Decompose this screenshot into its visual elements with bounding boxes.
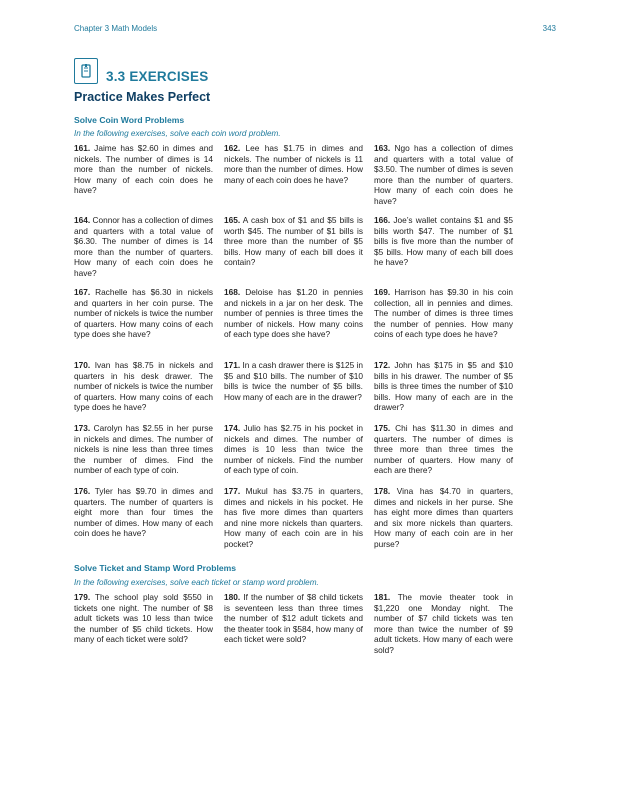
section-title: 3.3 EXERCISES [106, 69, 209, 84]
exercise-176: 176. Tyler has $9.70 in dimes and quarters. The number of quarters is eight more than four times the number of dimes. How many of each coin does he have? [74, 486, 213, 539]
pencil-notebook-icon [74, 58, 98, 84]
exercise-161: 161. Jaime has $2.60 in dimes and nickels. The number of dimes is 14 more than the number of nickels. How many of each coin does he have? [74, 143, 213, 196]
exercise-170: 170. Ivan has $8.75 in nickels and quarters in his desk drawer. The number of nickels is twice the number of quarters. How many coins of each type does he have? [74, 360, 213, 413]
coin-exercise-grid [74, 143, 513, 550]
exercise-175: 175. Chi has $11.30 in dimes and quarters. The number of dimes is three more than three times the number of quarters. How many of each are there? [374, 423, 513, 476]
exercise-169: 169. Harrison has $9.30 in his coin collection, all in pennies and dimes. The number of dimes is three times the number of pennies. How many coins of each type does he have? [374, 287, 513, 340]
ticket-exercise-grid [74, 592, 513, 656]
exercise-180: 180. If the number of $8 child tickets is seventeen less than three times the number of $12 adult tickets and the theater took in $584, how many of each ticket were sold? [224, 592, 363, 645]
exercise-178: 178. Vina has $4.70 in quarters, dimes and nickels in her purse. She has eight more dimes than quarters and six more nickels than quarters. How many of each coin are in her purse? [374, 486, 513, 549]
exercise-177: 177. Mukul has $3.75 in quarters, dimes and nickels in his pocket. He has five more dimes than quarters and nine more nickels than quarters. How many of each coin are in his pocket? [224, 486, 363, 549]
chapter-title: Chapter 3 Math Models [74, 24, 158, 33]
coin-heading: Solve Coin Word Problems [74, 115, 185, 125]
ticket-instructions: In the following exercises, solve each ticket or stamp word problem. [74, 578, 319, 587]
exercise-164: 164. Connor has a collection of dimes and quarters with a total value of $6.30. The number of dimes is 14 more than the number of quarters. How many of each coin does he have? [74, 215, 213, 278]
exercise-173: 173. Carolyn has $2.55 in her purse in nickels and dimes. The number of nickels is nine less than three times the number of dimes. Find the number of each type of coin. [74, 423, 213, 476]
exercise-174: 174. Julio has $2.75 in his pocket in nickels and dimes. The number of dimes is 10 less than twice the number of nickels. Find the number of each type of coin. [224, 423, 363, 476]
page-number: 343 [542, 24, 556, 33]
ticket-heading: Solve Ticket and Stamp Word Problems [74, 563, 237, 573]
exercise-181: 181. The movie theater took in $1,220 one Monday night. The number of $7 child tickets was ten more than twice the number of $9 adult tickets. How many of each were sold? [374, 592, 513, 655]
exercise-179: 179. The school play sold $550 in tickets one night. The number of $8 adult tickets was 10 less than twice the number of $5 child tickets. How many of each ticket were sold? [74, 592, 213, 645]
subtitle: Practice Makes Perfect [74, 90, 211, 104]
section-header [74, 58, 208, 84]
exercise-172: 172. John has $175 in $5 and $10 bills in his drawer. The number of $5 bills is three times the number of $10 bills. How many of each are in the drawer? [374, 360, 513, 413]
running-head [74, 24, 556, 33]
exercise-162: 162. Lee has $1.75 in dimes and nickels. The number of nickels is 11 more than the number of dimes. How many of each coin does he have? [224, 143, 363, 185]
exercise-163: 163. Ngo has a collection of dimes and quarters with a total value of $3.50. The number of dimes is seven more than the number of quarters. How many of each coin does he have? [374, 143, 513, 206]
coin-instructions: In the following exercises, solve each coin word problem. [74, 129, 281, 138]
exercise-165: 165. A cash box of $1 and $5 bills is worth $45. The number of $1 bills is three more than the number of $5 bills. How many of each bill does it contain? [224, 215, 363, 268]
exercise-167: 167. Rachelle has $6.30 in nickels and quarters in her coin purse. The number of nickels is twice the number of quarters. How many coins of each type does she have? [74, 287, 213, 340]
exercise-166: 166. Joe’s wallet contains $1 and $5 bills worth $47. The number of $1 bills is five more than the number of $5 bills. How many of each bill does he have? [374, 215, 513, 268]
exercise-168: 168. Deloise has $1.20 in pennies and nickels in a jar on her desk. The number of pennies is three times the number of nickels. How many coins of each type does she have? [224, 287, 363, 340]
exercise-171: 171. In a cash drawer there is $125 in $5 and $10 bills. The number of $10 bills is twice the number of $5 bills. How many of each are in the drawer? [224, 360, 363, 402]
